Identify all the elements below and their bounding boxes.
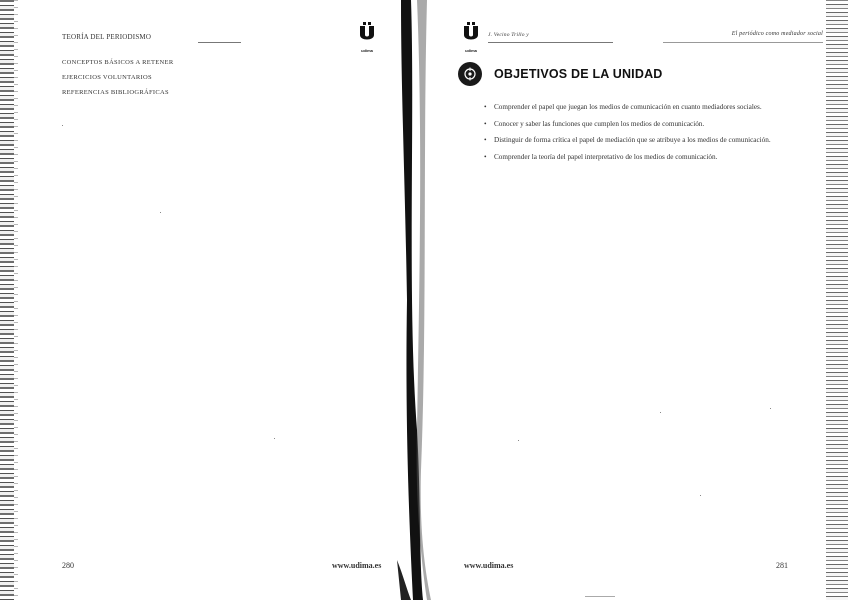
list-item: [484, 120, 784, 130]
book-spine-shadow: [397, 0, 437, 600]
scan-edge-left: [0, 0, 14, 600]
header-rule: [198, 42, 241, 43]
bullet: •: [484, 103, 487, 111]
list-item: [484, 136, 784, 146]
scan-speck: [585, 596, 615, 597]
header-rule-left: [488, 42, 613, 43]
right-page: [438, 0, 826, 600]
section-title: OBJETIVOS DE LA UNIDAD: [494, 67, 663, 81]
udima-logo: [461, 22, 481, 53]
list-item: [484, 103, 784, 113]
bullet: •: [484, 136, 487, 144]
scan-speck: [518, 440, 519, 441]
target-icon: [463, 67, 477, 81]
scan-speck: [274, 438, 275, 439]
running-header-author: J. Vecino Trillo y: [488, 32, 529, 38]
scan-speck: [700, 495, 701, 496]
left-page: [18, 0, 396, 600]
scan-edge-right: [826, 0, 848, 600]
scan-speck: [62, 125, 63, 126]
logo-label: udima: [361, 48, 373, 53]
toc-item-conceptos[interactable]: CONCEPTOS BÁSICOS A RETENER: [62, 59, 174, 66]
scan-speck: [160, 212, 161, 213]
scan-speck: [770, 408, 771, 409]
scan-speck: [660, 412, 661, 413]
udima-logo: [357, 22, 377, 53]
objective-text: Comprender el papel que juegan los medios de comunicación en cuanto mediadores sociales.: [494, 103, 762, 111]
objectives-list: [484, 103, 784, 169]
objectives-badge: [458, 62, 482, 86]
objective-text: Distinguir de forma crítica el papel de mediación que se atribuye a los medios de comunicación.: [494, 136, 771, 144]
objective-text: Conocer y saber las funciones que cumplen los medios de comunicación.: [494, 119, 705, 128]
logo-label: udima: [465, 48, 477, 53]
objective-text: Comprender la teoría del papel interpretativo de los medios de comunicación.: [494, 152, 718, 161]
running-header-chapter: El periódico como mediador social: [731, 31, 823, 37]
header-rule-right: [663, 42, 823, 43]
page-number: 281: [776, 561, 788, 570]
bullet: •: [484, 119, 487, 128]
page-number: 280: [62, 561, 74, 570]
bullet: •: [484, 152, 487, 161]
website-link[interactable]: www.udima.es: [332, 561, 382, 570]
website-link[interactable]: www.udima.es: [464, 561, 514, 570]
running-header: TEORÍA DEL PERIODISMO: [62, 33, 152, 41]
toc-item-referencias[interactable]: REFERENCIAS BIBLIOGRÁFICAS: [62, 89, 169, 96]
list-item: [484, 153, 784, 163]
toc-item-ejercicios[interactable]: EJERCICIOS VOLUNTARIOS: [62, 74, 152, 81]
